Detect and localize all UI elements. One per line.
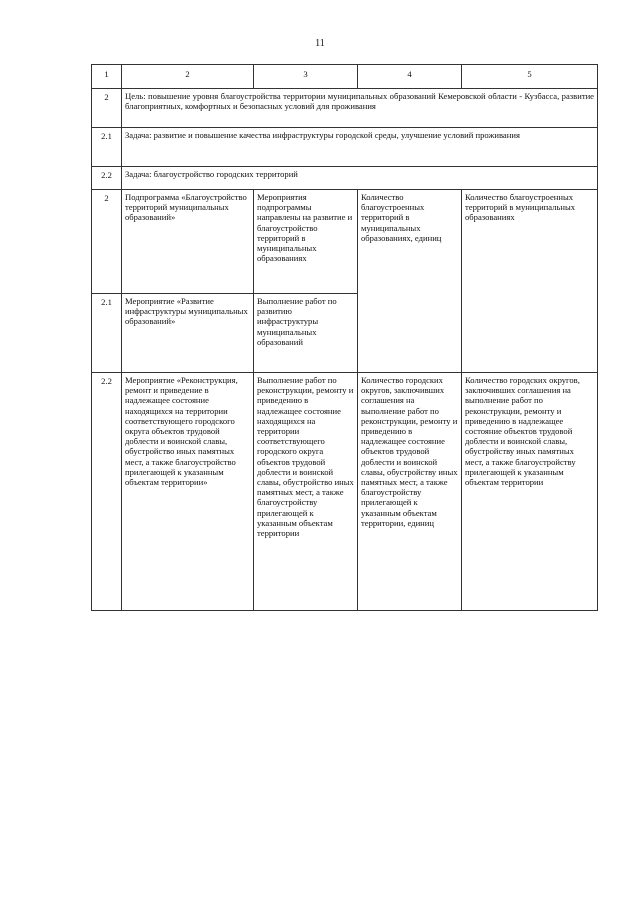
row-number: 2 [92,89,122,128]
subprogram-description: Мероприятия подпрограммы направлены на развитие и благоустройство территорий в муниципальных образованиях [254,190,358,294]
header-cell-3: 3 [254,65,358,89]
header-cell-4: 4 [358,65,462,89]
table-header-row [92,65,598,89]
header-cell-1: 1 [92,65,122,89]
row-number: 2.2 [92,167,122,190]
measure-name: Мероприятие «Реконструкция, ремонт и приведение в надлежащее состояние находящихся на территории соответствующего городского округа объектов трудовой доблести и воинской славы, обустройство иных памятных мест, а также благоустройство прилегающей к указанным объектам территории» [122,373,254,611]
task-text: Задача: развитие и повышение качества инфраструктуры городской среды, улучшение условий проживания [122,128,598,167]
table-row-goal [92,89,598,128]
measure-name: Мероприятие «Развитие инфраструктуры муниципальных образований» [122,294,254,373]
task-text: Задача: благоустройство городских территорий [122,167,598,190]
measure-indicator-method: Количество городских округов, заключивших соглашения на выполнение работ по реконструкции, ремонту и приведению в надлежащее состояние объектов трудовой доблести и воинской славы, обустройству иных памятных мест, а также благоустройству прилегающей к указанным объектам территории [462,373,598,611]
subprogram-indicator-method: Количество благоустроенных территорий в муниципальных образованиях [462,190,598,373]
indicators-table [91,64,598,611]
header-cell-2: 2 [122,65,254,89]
row-number: 2.1 [92,128,122,167]
header-cell-5: 5 [462,65,598,89]
table-row-subprogram [92,190,598,294]
table-row-measure-2-2 [92,373,598,611]
table-row-task-2-1 [92,128,598,167]
measure-description: Выполнение работ по реконструкции, ремонту и приведению в надлежащее состояние находящихся на территории соответствующего городского округа объектов трудовой доблести и воинской славы, обустройство иных памятных мест, а также благоустройству прилегающей к указанным объектам территории [254,373,358,611]
subprogram-name: Подпрограмма «Благоустройство территорий муниципальных образований» [122,190,254,294]
table-row-task-2-2 [92,167,598,190]
page-number: 11 [315,38,325,49]
row-number: 2 [92,190,122,294]
row-number: 2.1 [92,294,122,373]
row-number: 2.2 [92,373,122,611]
goal-text: Цель: повышение уровня благоустройства территории муниципальных образований Кемеровской области - Кузбасса, развитие благоприятных, комфортных и безопасных условий для проживания [122,89,598,128]
subprogram-indicator: Количество благоустроенных территорий в муниципальных образованиях, единиц [358,190,462,373]
measure-indicator: Количество городских округов, заключивших соглашения на выполнение работ по реконструкции, ремонту и приведению в надлежащее состояние объектов трудовой доблести и воинской славы, обустройству иных памятных мест, а также благоустройству прилегающей к указанным объектам территории, единиц [358,373,462,611]
measure-description: Выполнение работ по развитию инфраструктуры муниципальных образований [254,294,358,373]
